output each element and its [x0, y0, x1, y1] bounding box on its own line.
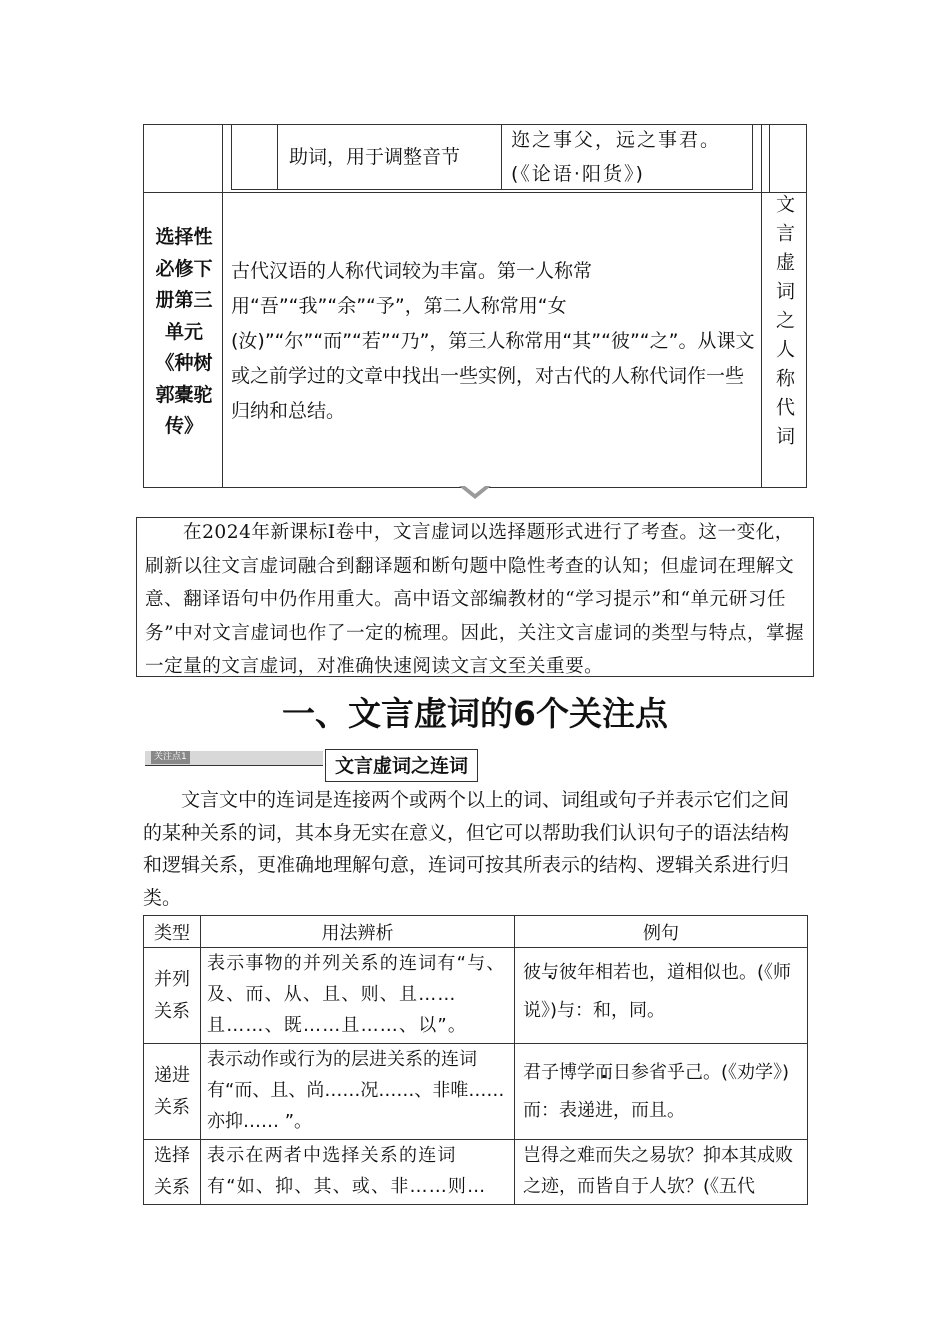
nested-col	[501, 124, 502, 190]
category-cell: 文言虚词之人称代词	[773, 194, 795, 455]
intro-box	[136, 517, 814, 677]
example-post: 彼年相若也，道相似也。(《师说》)与：和，同。	[523, 962, 792, 1021]
nested-col	[769, 124, 770, 192]
top-table	[143, 124, 807, 488]
example-pre: 君子博学	[523, 1062, 595, 1083]
conjunction-paragraph: 文言文中的连词是连接两个或两个以上的词、词组或句子并表示它们之间的某种关系的词，其本身无实在意义，但它可以帮助我们认识句子的语法结构和逻辑关系，更准确地理解句意，连词可按其所表示的结构、逻辑关系进行归类。	[143, 789, 790, 909]
focus-tag-bar	[145, 751, 323, 765]
focus-heading-box	[325, 749, 478, 782]
table-row	[144, 948, 808, 1044]
example-cell	[515, 948, 808, 1044]
usage-cell: 表示动作或行为的层进关系的连词有“而、且、尚……况……、非唯……亦抑…… ”。	[201, 1044, 515, 1140]
usage-cell: 助词，用于调整音节	[289, 146, 461, 168]
table-row	[144, 1140, 808, 1205]
row-divider	[143, 192, 807, 193]
col-divider-right	[761, 124, 762, 488]
section-title: 一、文言虚词的6个关注点	[282, 694, 668, 733]
table-row	[144, 1044, 808, 1140]
focus-tag: 关注点1	[151, 751, 190, 764]
source-cell: 选择性必修下册第三单元《种树郭橐驼传》	[155, 226, 213, 437]
example-cell: 岂得之难而失之易欤？抑本其成败之迹，而皆自于人欤？(《五代	[515, 1140, 808, 1205]
header-type: 类型	[144, 916, 201, 948]
header-example: 例句	[515, 916, 808, 948]
conjunction-table	[143, 915, 808, 1205]
usage-cell: 表示在两者中选择关系的连词有“如、抑、其、或、非……则…	[201, 1140, 515, 1205]
type-cell: 递进关系	[144, 1044, 201, 1140]
task-cell: 古代汉语的人称代词较为丰富。第一人称常用“吾”“我”“余”“予”，第二人称常用“女(汝)”“尔”“而”“若”“乃”，第三人称常用“其”“彼”“之”。从课文或之前学过的文章中找出一些实例，对古代的人称代词作一些归纳和总结。	[231, 260, 755, 422]
type-cell: 选择关系	[144, 1140, 201, 1205]
intro-text: 在2024年新课标Ⅰ卷中，文言虚词以选择题形式进行了考查。这一变化，刷新以往文言虚词融合到翻译题和断句题中隐性考查的认知；但虚词在理解文意、翻译语句中仍作用重大。高中语文部编教材的“学习提示”和“单元研习任务”中对文言虚词也作了一定的梳理。因此，关注文言虚词的类型与特点，掌握一定量的文言虚词，对准确快速阅读文言文至关重要。	[145, 522, 805, 677]
focus-heading: 文言虚词之连词	[334, 755, 468, 777]
usage-cell: 表示事物的并列关系的连词有“与、及、而、从、且、则、且……且……、既……且……、以”。	[201, 948, 515, 1044]
example-cell: 迩之事父，远之事君。(《论语·阳货》)	[511, 129, 722, 185]
example-keyword: 而 ·	[595, 1062, 613, 1083]
example-post: 日参省乎己。(《劝学》) 而：表递进，而且。	[523, 1062, 790, 1121]
example-keyword: 与 ·	[541, 962, 559, 983]
focus-underline	[145, 765, 323, 766]
table-header-row	[144, 916, 808, 948]
header-usage: 用法辨析	[201, 916, 515, 948]
nested-col	[277, 124, 278, 190]
type-cell: 并列关系	[144, 948, 201, 1044]
example-pre: 彼	[523, 962, 541, 983]
col-divider-left	[222, 124, 223, 488]
example-cell	[515, 1044, 808, 1140]
chevron-down-icon	[459, 484, 491, 500]
